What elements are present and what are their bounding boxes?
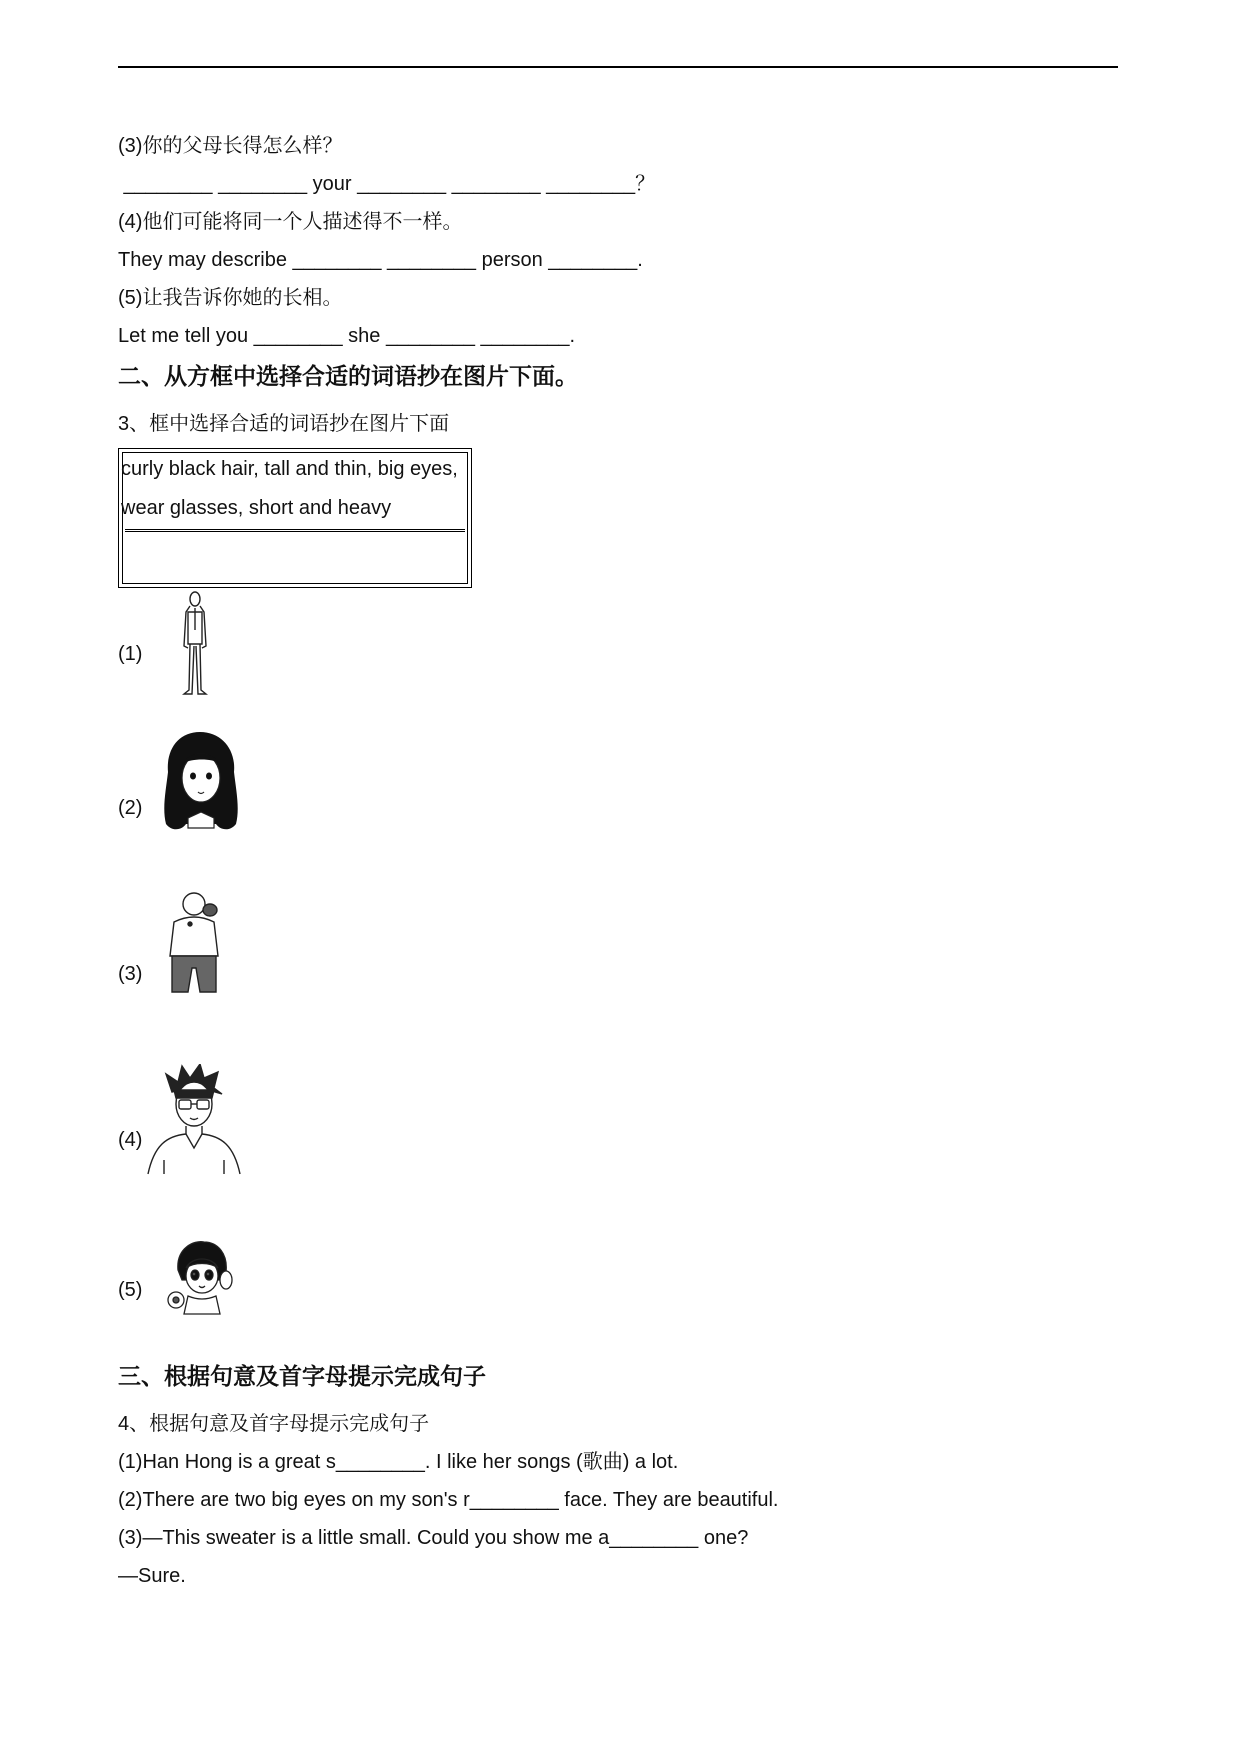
- section-3-heading: 三、根据句意及首字母提示完成句子: [118, 1363, 486, 1389]
- section-3-sentence-3: (3)—This sweater is a little small. Could you show me a________ one?: [118, 1527, 749, 1549]
- item-3-number: (3): [118, 963, 143, 985]
- big-eyes-girl-icon: [164, 1240, 236, 1320]
- item-2-number: (2): [118, 797, 143, 819]
- glasses-boy-icon: [144, 1064, 244, 1176]
- section-3-instruction: 4、根据句意及首字母提示完成句子: [118, 1413, 430, 1435]
- word-box-divider: [125, 529, 465, 532]
- curly-hair-girl-icon: [160, 728, 242, 836]
- short-heavy-man-icon: [160, 888, 230, 1000]
- item-4-number: (4): [118, 1129, 143, 1151]
- word-box-line-2: wear glasses, short and heavy: [121, 497, 392, 519]
- question-3-english: ________ ________ your ________ ________ ________？: [118, 173, 656, 195]
- question-4-chinese: (4)他们可能将同一个人描述得不一样。: [118, 211, 463, 233]
- word-box-line-1: curly black hair, tall and thin, big eyes,: [121, 458, 458, 480]
- question-3-chinese: (3)你的父母长得怎么样？: [118, 135, 343, 157]
- question-5-chinese: (5)让我告诉你她的长相。: [118, 287, 343, 309]
- item-1-number: (1): [118, 643, 143, 665]
- question-5-english: Let me tell you ________ she ________ ________.: [118, 325, 576, 347]
- section-3-sentence-2: (2)There are two big eyes on my son's r________ face. They are beautiful.: [118, 1489, 779, 1511]
- tall-thin-man-icon: [170, 590, 220, 698]
- section-2-heading: 二、从方框中选择合适的词语抄在图片下面。: [118, 363, 578, 389]
- word-box: [118, 448, 472, 588]
- section-3-sentence-1: (1)Han Hong is a great s________. I like her songs (歌曲) a lot.: [118, 1451, 679, 1473]
- header-rule: [118, 66, 1118, 68]
- item-5-number: (5): [118, 1279, 143, 1301]
- section-3-sentence-3-reply: —Sure.: [118, 1565, 186, 1587]
- section-2-instruction: 3、框中选择合适的词语抄在图片下面: [118, 413, 450, 435]
- question-4-english: They may describe ________ ________ person ________.: [118, 249, 643, 271]
